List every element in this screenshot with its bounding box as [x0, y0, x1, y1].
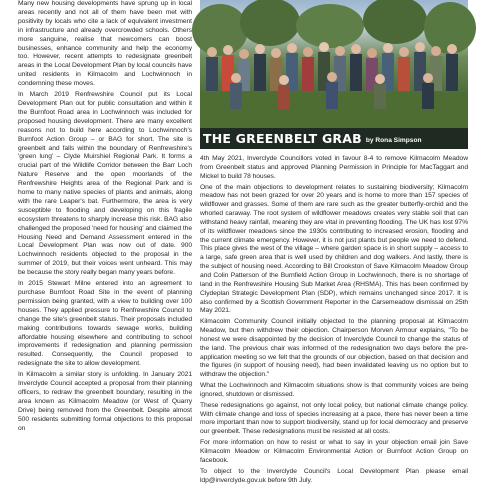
group-photo — [200, 0, 468, 128]
article-title-bar — [200, 128, 468, 149]
article-paragraph: Kilmacolm Community Council initially objected to the planning proposal at Kilmacolm Meadow, but then withdrew their objection. Chairperson Morven Armour explains, "To be honest we were disappointed by the decision of Inverclyde Council to change the status of the land. The previous chair was informed of the redesignation two days before the pre-application meeting so we felt that the grounds of our objection, based on that decision and the figures (in support of housing need), had been invalidated leaving us no option but to withdraw the objection." — [200, 318, 468, 379]
article-paragraph: These redesignations go against, not only local policy, but national climate change policy. With climate change and loss of species increasing at a pace, there has never been a time more important than now to support biodiversity, stand up for local democracy and preserve our greenbelt. These redesignations must be resisted at all costs. — [200, 401, 468, 436]
article-paragraph: In 2015 Stewart Milne entered into an agreement to purchase Burnfoot Road Site in the event of planning permission being granted, with a view to building over 100 houses. They applied pressure to Renfrewshire Council to change the site's greenbelt status. Their proposals included making contributions towards sewage works, building affordable housing elsewhere and contributing to school improvements if redesignation and planning permission resulted. Consequently, the Council proposed to redesignate the site to allow development. — [18, 280, 192, 368]
article-paragraph: Many new housing developments have sprung up in local areas recently and not all of them have been met with positivity by locals who cite a lack of equivalent investment in infrastructure and already overcrowded schools. Others more sanguine, realise that newcomers can boost businesses, enhance community and help the economy too. However, recent attempts to redesignate greenbelt areas in the Local Development Plan by local councils have united residents in Kilmacolm and Lochwinnoch in condemning these moves. — [18, 0, 192, 88]
article-paragraph: One of the main objections to development relates to sustaining biodiversity; Kilmacolm meadow has not been grazed for over 20 years and is home to more than 157 species of wildflower and grasses. Some of them are rare such as the greater butterfly-orchid and the whorled caraway. The root system of wildflower meadows creates very stable soil that can withstand heavy rainfall, meaning they are vital in preventing flooding. The UK has lost 97% of its wildflower meadows since the 1930s contributing to increased erosion, flooding and the current climate emergency. However, it is not just plants but people we need to defend. This place gives the west of the village – where garden space is in short supply – access to a large, safe green area that is well used by children and dog walkers. And lastly, there is the subject of housing need. According to Bill Crookston of Save Kilmacolm Meadow Group and Colin Patterson of the Burnfield Action Group in Lochwinnoch, there is no shortage of land in the Renfrewshire Housing Sub Market Area (RHSMA). This has been confirmed by Clydeplan Strategic Development Plan (SDP), which remains unchanged since 2017. It is also confirmed by a Scottish Government Reporter in the Carsemeadow dismissal on 25th May 2021. — [200, 183, 468, 315]
right-column — [200, 0, 468, 484]
article-title: THE GREENBELT GRAB — [203, 131, 362, 146]
article-paragraph: In March 2019 Renfrewshire Council put its Local Development Plan out for public consultation and within it the Burnfoot Road area in Lochwinnoch was included for proposed housing development. There are many excellent reasons not to build here according to Lochwinnoch's Burnfoot Action Group – or BAG for short. The site is greenbelt and falls within the boundary of Renfrewshire's 'green lung' – Clyde Muirshiel Regional Park. It forms a crucial part of the Wildlife Corridor between the Barr Loch Nature Reserve and the open moorlands of the Renfrewshire Heights area of the Regional Park and is home to many native species of plants and animals, along with the rare Leaper's bat. Furthermore, the area is very susceptible to flooding and developing on this fragile ecosystem threatens to sharply increase this risk. BAG also challenged the proposed 'need for housing' and claimed the Housing Need and Demand Assessment entered in the Local Development Plan was now out of date. 900 Lochwinnoch residents objected to the proposal in the summer of 2019, but their voices went unheard. This may be because the story really began many years before. — [18, 91, 192, 277]
article-paragraph: 4th May 2021, Inverclyde Councillors voted in favour 8-4 to remove Kilmacolm Meadow from Greenbelt status and approved Planning Permission in Principle for MacTaggart and Mickel to build 78 houses. — [200, 155, 468, 180]
group-photo-illustration — [200, 0, 468, 128]
article-paragraph: For more information on how to resist or what to say in your objection email join Save Kilmacolm Meadow or Kilmacolm Environmental Action or Burnfoot Action Group on facebook. — [200, 439, 468, 464]
article-paragraph: To object to the Inverclyde Council's Local Development Plan please email ldp@inverclyde.gov.uk before 9th July. — [200, 467, 468, 484]
article-paragraph: In Kilmacolm a similar story is unfolding. In January 2021 Inverclyde Council accepted a proposal from their planning officers, to redraw the greenbelt boundary, resulting in the area known as Kilmacolm Meadow (or West of Quarry Drive) being removed from the Greenbelt. Despite almost 500 residents submitting formal objections to this proposal on — [18, 371, 192, 432]
article-paragraph: What the Lochwinnoch and Kilmacolm situations show is that community voices are being ignored, shutdown or dismissed. — [200, 382, 468, 398]
left-column — [18, 0, 192, 480]
article-byline: by Rona Simpson — [365, 137, 422, 144]
right-column-text — [200, 149, 468, 485]
